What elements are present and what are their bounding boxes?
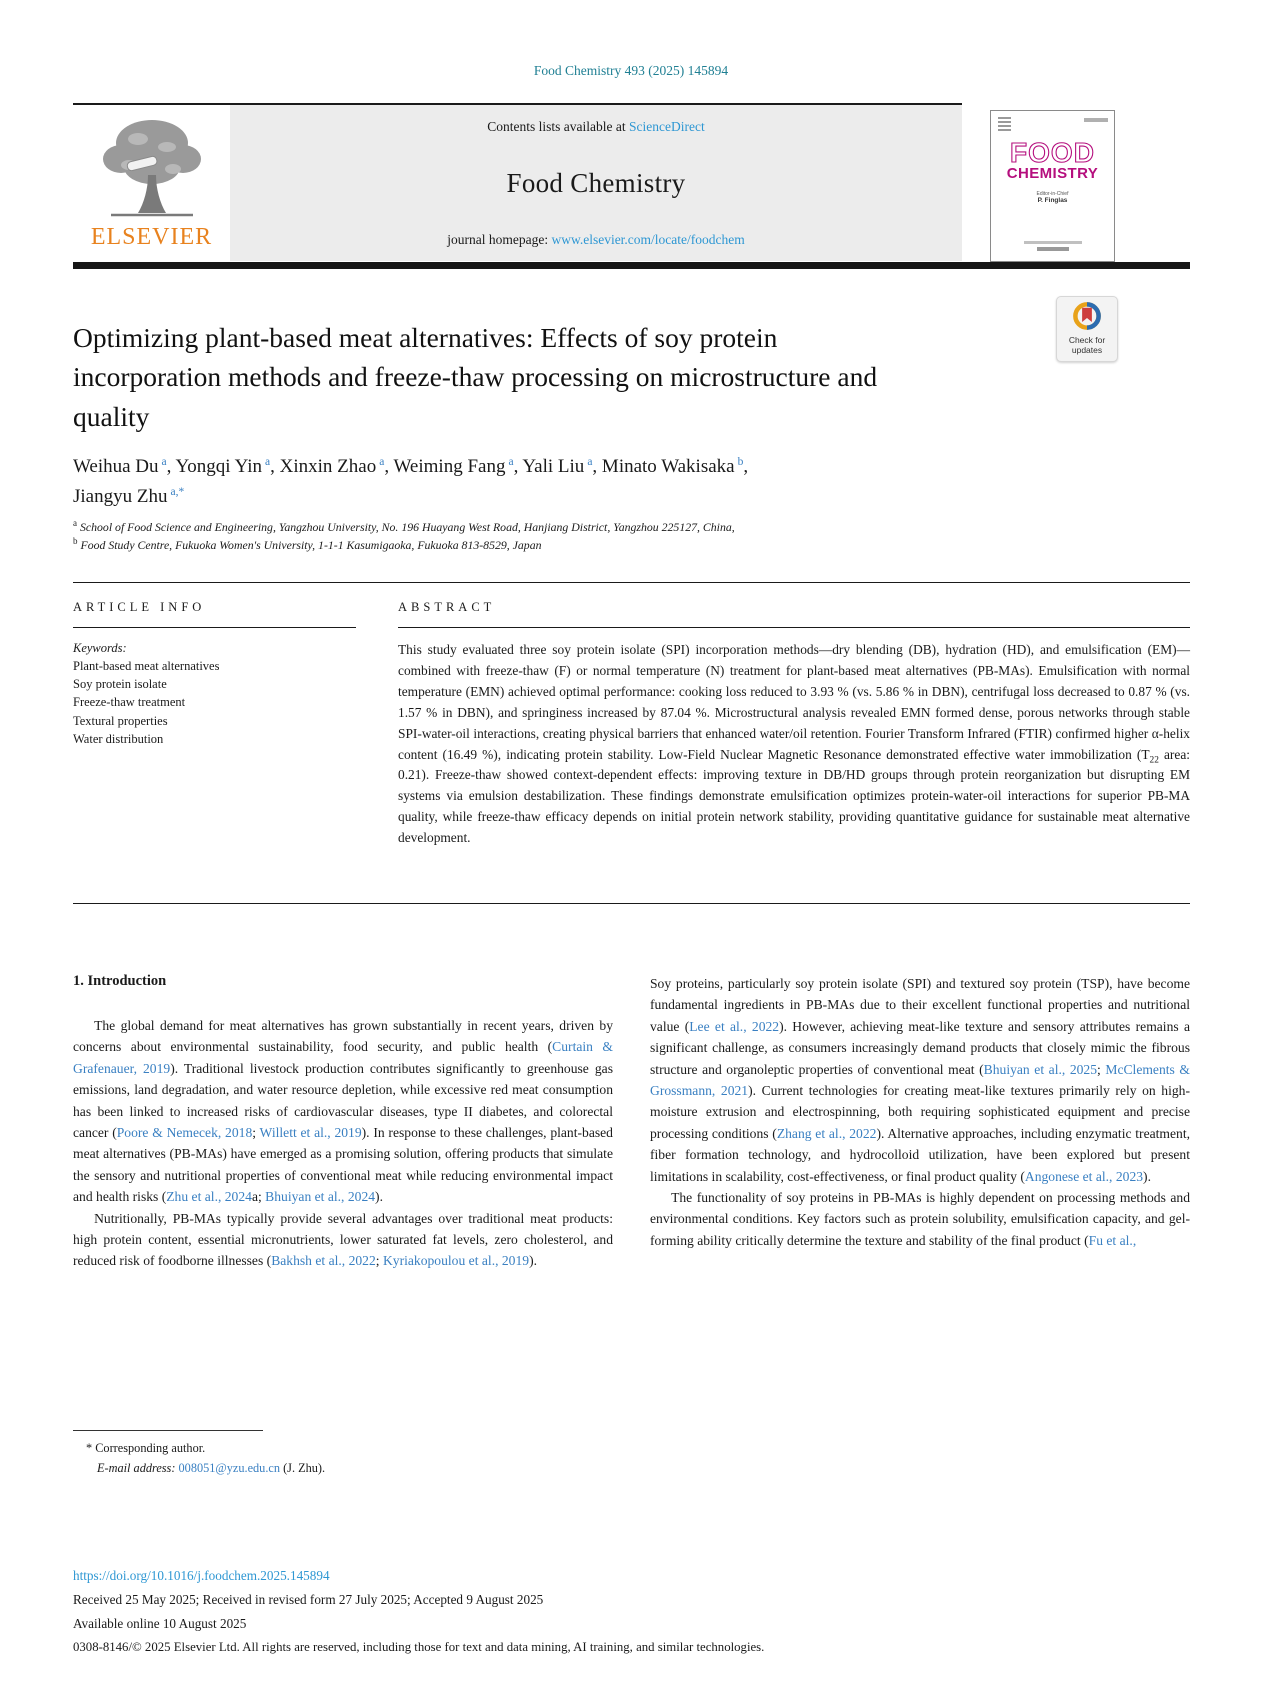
footnote-label: Corresponding author. <box>95 1441 206 1455</box>
article-title: Optimizing plant-based meat alternatives: Effects of soy protein incorporation methods and freeze-thaw processing on microstructure and quality <box>73 322 878 432</box>
citation-link[interactable]: Zhang et al., 2022 <box>776 1125 877 1141</box>
body-left-column <box>73 973 613 1272</box>
cover-title-food: FOOD <box>1010 137 1095 168</box>
affiliation-ref: a <box>379 455 385 468</box>
keyword: Plant-based meat alternatives <box>73 659 220 674</box>
article-body <box>73 973 1190 1272</box>
copyright-line: 0308-8146/© 2025 Elsevier Ltd. All rights are reserved, including those for text and data mining, AI training, and similar technologies. <box>73 1640 765 1654</box>
article-info-column <box>73 583 356 748</box>
affiliation-ref: a <box>265 455 271 468</box>
paragraph: The global demand for meat alternatives has grown substantially in recent years, driven by concerns about environmental sustainability, food security, and public health (Curtain & Grafenauer, 2019). Traditional livestock production contributes significantly to greenhouse gas emissions, land degradation, and water resource depletion, while excessive red meat consumption has been linked to increased risks of cardiovascular diseases, type II diabetes, and colorectal cancer (Poore & Nemecek, 2018; Willett et al., 2019). In response to these challenges, plant-based meat alternatives (PB-MAs) have emerged as a promising solution, offering products that simulate the sensory and nutritional properties of conventional meat while reducing environmental impact and health risks (Zhu et al., 2024a; Bhuiyan et al., 2024). <box>73 1018 613 1205</box>
affiliation-ref: a <box>161 455 167 468</box>
available-online: Available online 10 August 2025 <box>73 1616 247 1631</box>
cover-publisher-mark <box>998 117 1011 132</box>
elsevier-tree-icon <box>93 113 211 219</box>
keywords-list <box>73 657 356 748</box>
paragraph: Soy proteins, particularly soy protein isolate (SPI) and textured soy protein (TSP), have become fundamental ingredients in PB-MAs due to their excellent functional properties and nutritional value (Lee et al., 2022). However, achieving meat-like texture and sensory attributes remains a significant challenge, as consumers increasingly demand products that closely mimic the fibrous structure and organoleptic properties of conventional meat (Bhuiyan et al., 2025; McClements & Grossmann, 2021). Current technologies for creating meat-like textures primarily rely on high-moisture extrusion and electrospinning, both requiring sophisticated equipment and precise processing conditions (Zhang et al., 2022). Alternative approaches, including enzymatic treatment, fiber formation technology, and hydrocolloid utilization, have been explored but present limitations in scalability, cost-effectiveness, or final product quality (Angonese et al., 2023). <box>650 976 1191 1184</box>
article-info-heading: ARTICLE INFO <box>73 583 356 628</box>
paragraph: Nutritionally, PB-MAs typically provide several advantages over traditional meat products: high protein content, essential micronutrients, lower saturated fat levels, zero cholesterol, and reduced risk of foodborne illnesses (Bakhsh et al., 2022; Kyriakopoulou et al., 2019). <box>73 1210 613 1269</box>
footnote-text <box>73 1438 620 1458</box>
citation-link[interactable]: Bhuiyan et al., 2025 <box>983 1061 1098 1077</box>
cover-footer-line <box>1024 241 1082 244</box>
footnote-rule <box>73 1430 263 1431</box>
section-heading-introduction: 1. Introduction <box>73 973 167 989</box>
citation-link[interactable]: Poore & Nemecek, 2018 <box>116 1125 253 1141</box>
contents-prefix: Contents lists available at <box>487 119 629 134</box>
email-link[interactable]: 008051@yzu.edu.cn <box>178 1461 281 1476</box>
citation-link[interactable]: Zhu et al., 2024 <box>166 1189 252 1205</box>
author-name: Weiming Fang $^a$, <box>393 455 523 477</box>
citation-link[interactable]: Angonese et al., 2023 <box>1024 1168 1144 1184</box>
check-for-updates-label: Check for updates <box>1068 335 1106 355</box>
elsevier-logo <box>73 105 230 261</box>
homepage-prefix: journal homepage: <box>447 232 552 247</box>
affiliation-ref: a <box>508 455 514 468</box>
keyword: Soy protein isolate <box>73 677 167 692</box>
article-footer <box>73 1568 1190 1663</box>
masthead-panel <box>230 105 962 261</box>
cover-editor-name: P. Finglas <box>1037 196 1068 204</box>
cover-editor-label: Editor-in-Chief <box>1036 190 1069 197</box>
affiliation-ref: a,* <box>170 486 185 499</box>
author-name: Jiangyu Zhu $^{a,*}$ <box>73 486 185 508</box>
email-label: E-mail address: <box>97 1461 176 1476</box>
affiliation-list <box>73 518 1073 555</box>
keywords-block <box>73 628 356 748</box>
journal-homepage-link[interactable]: www.elsevier.com/locate/foodchem <box>551 232 745 247</box>
citation-link[interactable]: McClements & Grossmann, 2021 <box>650 1061 1190 1099</box>
elsevier-wordmark: ELSEVIER <box>90 224 213 250</box>
abstract-column <box>398 583 1190 849</box>
author-name: Minato Wakisaka $^b$, <box>601 455 749 477</box>
affiliation-ref: a <box>587 455 593 468</box>
cover-issn-text <box>1084 118 1108 122</box>
citation-link[interactable]: Bhuiyan et al., 2024 <box>265 1189 376 1205</box>
corresponding-author-footnote <box>73 1430 620 1479</box>
paragraph: The functionality of soy proteins in PB-MAs is highly dependent on processing methods and environmental conditions. Key factors such as protein solubility, emulsification capacity, and gel-forming ability critically determine the texture and stability of the final product (Fu et al., <box>650 1190 1190 1248</box>
contents-line <box>487 119 704 135</box>
left-paragraphs <box>73 1015 613 1272</box>
body-right-column <box>650 973 1190 1272</box>
journal-title: Food Chemistry <box>506 168 686 198</box>
header-divider-bar <box>73 262 1190 269</box>
abstract-text: This study evaluated three soy protein isolate (SPI) incorporation methods—dry blending (DB), hydration (HD), and emulsification (EM)—combined with freeze-thaw (F) or normal temperature (N) treatment for plant-based meat alternatives (PB-MAs). Emulsification with normal temperature (EMN) achieved optimal performance: cooking loss reduced to 3.93 % (vs. 5.86 % in DBN), centrifugal loss decreased to 0.87 % (vs. 1.57 % in DBN), and springiness increased by 87.04 %. Microstructural analysis revealed EMN formed dense, porous networks through stable SPI-water-oil interactions, creating physical barriers that enhanced water/oil retention. Fourier Transform Infrared (FTIR) confirmed higher α-helix content (16.49 %), indicating protein stability. Low-Field Nuclear Magnetic Resonance demonstrated effective water immobilization ($T_{22}$ area: 0.21). Freeze-thaw showed context-dependent effects: improving texture in DB/HD groups through protein reorganization but disrupting EM systems via emulsion destabilization. These findings demonstrate emulsification optimizes protein-water-oil interactions for superior PB-MA quality, while freeze-thaw efficacy depends on initial protein network stability, providing quantitative guidance for sustainable meat alternative development. <box>398 642 1190 846</box>
sciencedirect-link[interactable]: ScienceDirect <box>629 119 705 134</box>
journal-citation-header: Food Chemistry 493 (2025) 145894 <box>533 63 729 78</box>
affiliation-ref: b <box>737 455 744 468</box>
email-suffix: (J. Zhu). <box>280 1461 326 1476</box>
citation-link[interactable]: Curtain & Grafenauer, 2019 <box>73 1039 613 1076</box>
keyword: Textural properties <box>73 713 168 728</box>
citation-link[interactable]: Kyriakopoulou et al., 2019 <box>382 1253 530 1269</box>
keywords-label: Keywords: <box>73 641 127 655</box>
affiliation: $^b$ Food Study Centre, Fukuoka Women's University, 1-1-1 Kasumigaoka, Fukuoka 813-8529, Japan <box>73 536 542 553</box>
keyword: Freeze-thaw treatment <box>73 695 186 710</box>
journal-masthead <box>73 103 962 261</box>
citation-link[interactable]: Lee et al., 2022 <box>689 1018 780 1034</box>
journal-cover-thumbnail <box>990 110 1115 262</box>
author-name: Yongqi Yin $^a$, <box>175 455 280 477</box>
author-list <box>73 452 1063 513</box>
check-for-updates-button[interactable] <box>1056 296 1118 362</box>
right-paragraphs <box>650 973 1190 1251</box>
footnote-email-line <box>73 1458 620 1478</box>
homepage-line <box>447 232 745 248</box>
doi-link[interactable]: https://doi.org/10.1016/j.foodchem.2025.145894 <box>73 1568 330 1583</box>
crossmark-icon <box>1072 301 1102 331</box>
footnote-marker: * <box>86 1441 93 1455</box>
cover-footer-line <box>1037 247 1069 251</box>
citation-link[interactable]: Fu et al., <box>1088 1232 1137 1248</box>
citation-link[interactable]: Willett et al., 2019 <box>259 1125 362 1141</box>
author-name: Xinxin Zhao $^a$, <box>279 455 394 477</box>
keyword: Water distribution <box>73 731 164 746</box>
author-name: Yali Liu $^a$, <box>522 455 602 477</box>
info-abstract-section <box>73 582 1190 904</box>
cover-title-chemistry: CHEMISTRY <box>1006 164 1099 182</box>
received-dates: Received 25 May 2025; Received in revised form 27 July 2025; Accepted 9 August 2025 <box>73 1592 544 1607</box>
author-name: Weihua Du $^a$, <box>73 455 176 477</box>
citation-link[interactable]: Bakhsh et al., 2022 <box>271 1253 376 1269</box>
abstract-heading: ABSTRACT <box>398 583 1190 628</box>
affiliation: $^a$ School of Food Science and Engineering, Yangzhou University, No. 196 Huayang West Road, Hanjiang District, Yangzhou 225127, China, <box>73 518 735 534</box>
